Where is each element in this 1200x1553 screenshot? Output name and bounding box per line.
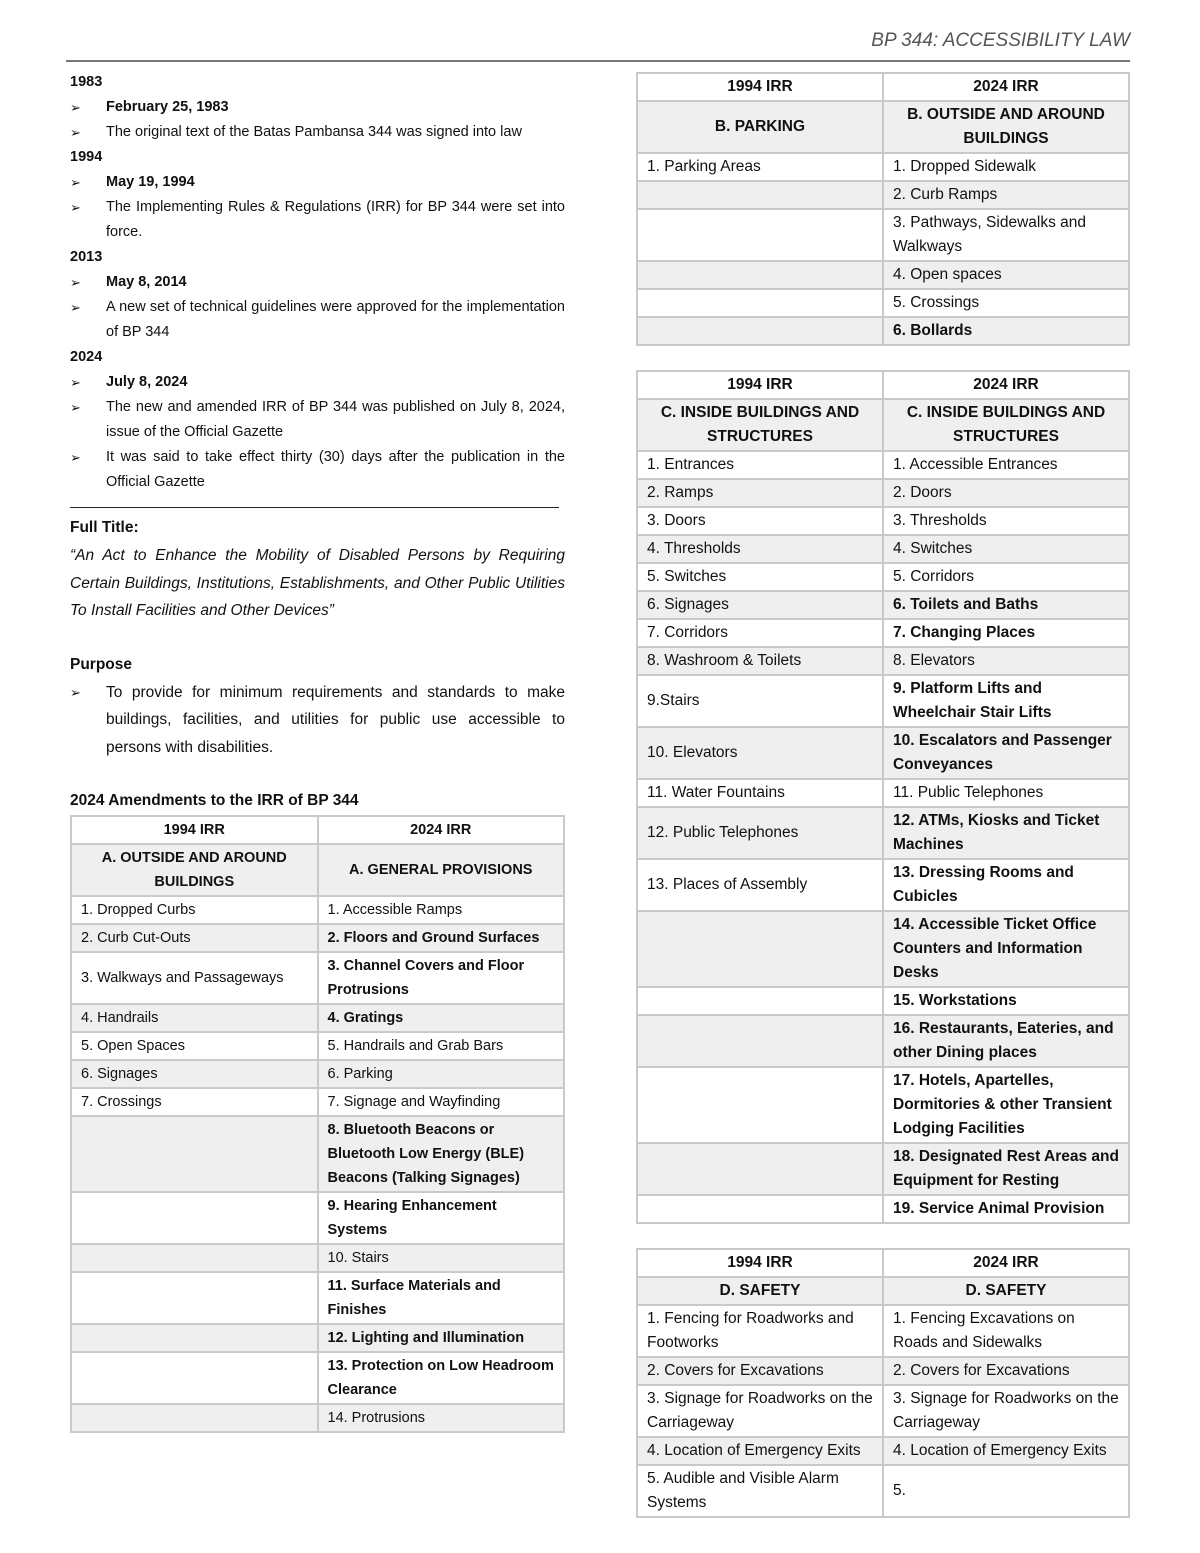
cell-1994-irr [637, 987, 883, 1015]
cell-1994-irr: 1. Dropped Curbs [71, 896, 318, 924]
table-row [637, 479, 1129, 507]
timeline-item [70, 170, 565, 195]
column-header-2024: 2024 IRR [883, 371, 1129, 399]
cell-2024-irr: 4. Location of Emergency Exits [883, 1437, 1129, 1465]
cell-1994-irr: 3. Doors [637, 507, 883, 535]
cell-2024-irr: 3. Channel Covers and Floor Protrusions [318, 952, 565, 1004]
cell-1994-irr: 1. Entrances [637, 451, 883, 479]
cell-2024-irr: 7. Changing Places [883, 619, 1129, 647]
table-row [71, 1116, 564, 1192]
cell-2024-irr: 17. Hotels, Apartelles, Dormitories & other Transient Lodging Facilities [883, 1067, 1129, 1143]
section-divider [70, 507, 559, 508]
section-title-2024: C. INSIDE BUILDINGS AND STRUCTURES [883, 399, 1129, 451]
arrow-bullet-icon: ➢ [70, 175, 81, 190]
cell-2024-irr: 3. Pathways, Sidewalks and Walkways [883, 209, 1129, 261]
table-row [637, 1465, 1129, 1517]
timeline-year: 2013 [70, 249, 103, 265]
cell-2024-irr: 14. Protrusions [318, 1404, 565, 1432]
cell-1994-irr: 13. Places of Assembly [637, 859, 883, 911]
cell-1994-irr: 6. Signages [71, 1060, 318, 1088]
table-row [637, 261, 1129, 289]
timeline-item-text: February 25, 1983 [106, 99, 229, 115]
cell-2024-irr: 14. Accessible Ticket Office Counters and Information Desks [883, 911, 1129, 987]
timeline-item [70, 370, 565, 395]
cell-1994-irr [637, 1015, 883, 1067]
table-row [637, 507, 1129, 535]
table-row [71, 924, 564, 952]
timeline-item-text: The original text of the Batas Pambansa 344 was signed into law [106, 124, 522, 140]
cell-2024-irr: 1. Accessible Ramps [318, 896, 565, 924]
timeline-item-text: May 19, 1994 [106, 174, 195, 190]
table-row [637, 1067, 1129, 1143]
table-row [637, 647, 1129, 675]
cell-2024-irr: 3. Thresholds [883, 507, 1129, 535]
arrow-bullet-icon: ➢ [70, 200, 81, 215]
cell-1994-irr: 11. Water Fountains [637, 779, 883, 807]
cell-2024-irr: 10. Stairs [318, 1244, 565, 1272]
table-header-row [637, 73, 1129, 101]
cell-1994-irr [637, 1143, 883, 1195]
page-header-title: BP 344: ACCESSIBILITY LAW [871, 30, 1130, 51]
cell-2024-irr: 3. Signage for Roadworks on the Carriageway [883, 1385, 1129, 1437]
irr-table-general-provisions [70, 815, 565, 1433]
table-row [637, 317, 1129, 345]
cell-1994-irr: 7. Corridors [637, 619, 883, 647]
timeline-year: 2024 [70, 349, 103, 365]
table-row [71, 1088, 564, 1116]
cell-2024-irr: 12. ATMs, Kiosks and Ticket Machines [883, 807, 1129, 859]
table-section-row [637, 1277, 1129, 1305]
table-row [637, 911, 1129, 987]
timeline-item [70, 270, 565, 295]
timeline-item-text: May 8, 2014 [106, 274, 187, 290]
cell-1994-irr: 1. Parking Areas [637, 153, 883, 181]
cell-1994-irr: 2. Curb Cut-Outs [71, 924, 318, 952]
purpose-item [70, 679, 565, 762]
timeline-year: 1983 [70, 74, 103, 90]
arrow-bullet-icon: ➢ [70, 684, 81, 700]
table-row [637, 1385, 1129, 1437]
arrow-bullet-icon: ➢ [70, 275, 81, 290]
cell-1994-irr: 5. Switches [637, 563, 883, 591]
timeline-item-text: A new set of technical guidelines were approved for the implementation of BP 344 [106, 299, 565, 340]
table-row [637, 1015, 1129, 1067]
section-title-1994: A. OUTSIDE AND AROUND BUILDINGS [71, 844, 318, 896]
cell-1994-irr: 4. Location of Emergency Exits [637, 1437, 883, 1465]
cell-1994-irr [71, 1244, 318, 1272]
full-title-label: Full Title: [70, 519, 139, 536]
cell-2024-irr: 6. Bollards [883, 317, 1129, 345]
table-row [637, 675, 1129, 727]
table-row [71, 1324, 564, 1352]
table-row [637, 535, 1129, 563]
cell-2024-irr: 10. Escalators and Passenger Conveyances [883, 727, 1129, 779]
cell-1994-irr [637, 261, 883, 289]
cell-2024-irr: 2. Doors [883, 479, 1129, 507]
timeline-item [70, 395, 565, 445]
arrow-bullet-icon: ➢ [70, 400, 81, 415]
table-header-row [637, 1249, 1129, 1277]
column-header-2024: 2024 IRR [883, 73, 1129, 101]
cell-1994-irr [71, 1404, 318, 1432]
table-header-row [71, 816, 564, 844]
cell-1994-irr: 4. Thresholds [637, 535, 883, 563]
cell-2024-irr: 11. Surface Materials and Finishes [318, 1272, 565, 1324]
table-row [637, 209, 1129, 261]
table-row [71, 1272, 564, 1324]
irr-table-parking [636, 72, 1130, 346]
cell-2024-irr: 2. Floors and Ground Surfaces [318, 924, 565, 952]
table-section-row [637, 101, 1129, 153]
cell-2024-irr: 18. Designated Rest Areas and Equipment for Resting [883, 1143, 1129, 1195]
cell-2024-irr: 11. Public Telephones [883, 779, 1129, 807]
cell-1994-irr [637, 289, 883, 317]
left-column [70, 70, 565, 1433]
table-row [637, 987, 1129, 1015]
table-row [637, 563, 1129, 591]
cell-1994-irr: 5. Open Spaces [71, 1032, 318, 1060]
cell-1994-irr: 4. Handrails [71, 1004, 318, 1032]
amendments-title: 2024 Amendments to the IRR of BP 344 [70, 792, 359, 809]
table-row [637, 779, 1129, 807]
arrow-bullet-icon: ➢ [70, 375, 81, 390]
cell-1994-irr: 3. Walkways and Passageways [71, 952, 318, 1004]
purpose-label: Purpose [70, 655, 133, 673]
cell-2024-irr: 4. Open spaces [883, 261, 1129, 289]
table-row [637, 1437, 1129, 1465]
table-row [71, 1404, 564, 1432]
cell-1994-irr: 8. Washroom & Toilets [637, 647, 883, 675]
timeline-item-text: The new and amended IRR of BP 344 was published on July 8, 2024, issue of the Official Gazette [106, 399, 565, 440]
arrow-bullet-icon: ➢ [70, 100, 81, 115]
table-row [71, 1352, 564, 1404]
cell-2024-irr: 9. Platform Lifts and Wheelchair Stair Lifts [883, 675, 1129, 727]
cell-2024-irr: 5. [883, 1465, 1129, 1517]
table-row [637, 1357, 1129, 1385]
table-row [637, 1143, 1129, 1195]
purpose-item-text: To provide for minimum requirements and standards to make buildings, facilities, and utilities for public use accessible to persons with disabilities. [106, 683, 565, 756]
timeline-item-text: It was said to take effect thirty (30) days after the publication in the Official Gazette [106, 449, 565, 490]
table-row [637, 1305, 1129, 1357]
cell-1994-irr: 5. Audible and Visible Alarm Systems [637, 1465, 883, 1517]
cell-1994-irr: 12. Public Telephones [637, 807, 883, 859]
timeline-year: 1994 [70, 149, 103, 165]
cell-2024-irr: 4. Switches [883, 535, 1129, 563]
cell-1994-irr [71, 1272, 318, 1324]
cell-1994-irr: 3. Signage for Roadworks on the Carriageway [637, 1385, 883, 1437]
table-row [71, 1192, 564, 1244]
table-row [637, 181, 1129, 209]
timeline-item [70, 195, 565, 245]
cell-2024-irr: 5. Crossings [883, 289, 1129, 317]
cell-2024-irr: 13. Dressing Rooms and Cubicles [883, 859, 1129, 911]
header-divider [66, 60, 1130, 62]
cell-1994-irr: 9.Stairs [637, 675, 883, 727]
cell-1994-irr: 6. Signages [637, 591, 883, 619]
timeline-item [70, 295, 565, 345]
section-title-2024: A. GENERAL PROVISIONS [318, 844, 565, 896]
cell-1994-irr: 2. Covers for Excavations [637, 1357, 883, 1385]
column-header-1994: 1994 IRR [71, 816, 318, 844]
column-header-2024: 2024 IRR [318, 816, 565, 844]
arrow-bullet-icon: ➢ [70, 450, 81, 465]
table-row [637, 1195, 1129, 1223]
cell-2024-irr: 13. Protection on Low Headroom Clearance [318, 1352, 565, 1404]
cell-1994-irr [71, 1192, 318, 1244]
right-column [636, 72, 1130, 1518]
cell-2024-irr: 1. Accessible Entrances [883, 451, 1129, 479]
table-row [637, 859, 1129, 911]
table-row [71, 1244, 564, 1272]
cell-1994-irr [637, 209, 883, 261]
cell-1994-irr [637, 181, 883, 209]
table-row [637, 807, 1129, 859]
table-row [71, 1060, 564, 1088]
timeline [70, 70, 565, 495]
table-header-row [637, 371, 1129, 399]
table-row [637, 451, 1129, 479]
cell-2024-irr: 8. Elevators [883, 647, 1129, 675]
cell-1994-irr: 7. Crossings [71, 1088, 318, 1116]
cell-2024-irr: 9. Hearing Enhancement Systems [318, 1192, 565, 1244]
cell-2024-irr: 7. Signage and Wayfinding [318, 1088, 565, 1116]
cell-2024-irr: 19. Service Animal Provision [883, 1195, 1129, 1223]
cell-2024-irr: 4. Gratings [318, 1004, 565, 1032]
table-row [637, 591, 1129, 619]
irr-table-inside-buildings [636, 370, 1130, 1224]
column-header-2024: 2024 IRR [883, 1249, 1129, 1277]
cell-1994-irr: 10. Elevators [637, 727, 883, 779]
section-title-1994: B. PARKING [637, 101, 883, 153]
cell-2024-irr: 1. Dropped Sidewalk [883, 153, 1129, 181]
cell-2024-irr: 15. Workstations [883, 987, 1129, 1015]
timeline-item [70, 120, 565, 145]
table-row [71, 1004, 564, 1032]
cell-2024-irr: 6. Toilets and Baths [883, 591, 1129, 619]
timeline-item [70, 445, 565, 495]
cell-2024-irr: 16. Restaurants, Eateries, and other Dining places [883, 1015, 1129, 1067]
table-row [637, 619, 1129, 647]
cell-1994-irr [637, 1195, 883, 1223]
cell-2024-irr: 5. Corridors [883, 563, 1129, 591]
section-title-1994: D. SAFETY [637, 1277, 883, 1305]
column-header-1994: 1994 IRR [637, 1249, 883, 1277]
timeline-item-text: July 8, 2024 [106, 374, 188, 390]
cell-1994-irr [71, 1352, 318, 1404]
section-title-1994: C. INSIDE BUILDINGS AND STRUCTURES [637, 399, 883, 451]
arrow-bullet-icon: ➢ [70, 300, 81, 315]
cell-1994-irr: 2. Ramps [637, 479, 883, 507]
timeline-item [70, 95, 565, 120]
section-title-2024: B. OUTSIDE AND AROUND BUILDINGS [883, 101, 1129, 153]
cell-2024-irr: 1. Fencing Excavations on Roads and Sidewalks [883, 1305, 1129, 1357]
irr-table-safety [636, 1248, 1130, 1518]
timeline-item-text: The Implementing Rules & Regulations (IRR) for BP 344 were set into force. [106, 199, 565, 240]
cell-1994-irr [637, 911, 883, 987]
column-header-1994: 1994 IRR [637, 73, 883, 101]
cell-1994-irr [71, 1116, 318, 1192]
cell-2024-irr: 2. Curb Ramps [883, 181, 1129, 209]
cell-2024-irr: 5. Handrails and Grab Bars [318, 1032, 565, 1060]
table-row [71, 896, 564, 924]
table-row [71, 952, 564, 1004]
cell-1994-irr: 1. Fencing for Roadworks and Footworks [637, 1305, 883, 1357]
section-title-2024: D. SAFETY [883, 1277, 1129, 1305]
table-section-row [637, 399, 1129, 451]
cell-1994-irr [637, 1067, 883, 1143]
purpose-list [70, 679, 565, 762]
cell-1994-irr [71, 1324, 318, 1352]
table-row [637, 153, 1129, 181]
table-row [71, 1032, 564, 1060]
cell-2024-irr: 2. Covers for Excavations [883, 1357, 1129, 1385]
cell-2024-irr: 6. Parking [318, 1060, 565, 1088]
cell-2024-irr: 12. Lighting and Illumination [318, 1324, 565, 1352]
full-title-text: “An Act to Enhance the Mobility of Disabled Persons by Requiring Certain Buildings, Institutions, Establishments, and Other Public Utilities To Install Facilities and Other Devices” [70, 547, 565, 619]
cell-2024-irr: 8. Bluetooth Beacons or Bluetooth Low Energy (BLE) Beacons (Talking Signages) [318, 1116, 565, 1192]
table-row [637, 289, 1129, 317]
table-row [637, 727, 1129, 779]
arrow-bullet-icon: ➢ [70, 125, 81, 140]
column-header-1994: 1994 IRR [637, 371, 883, 399]
cell-1994-irr [637, 317, 883, 345]
table-section-row [71, 844, 564, 896]
